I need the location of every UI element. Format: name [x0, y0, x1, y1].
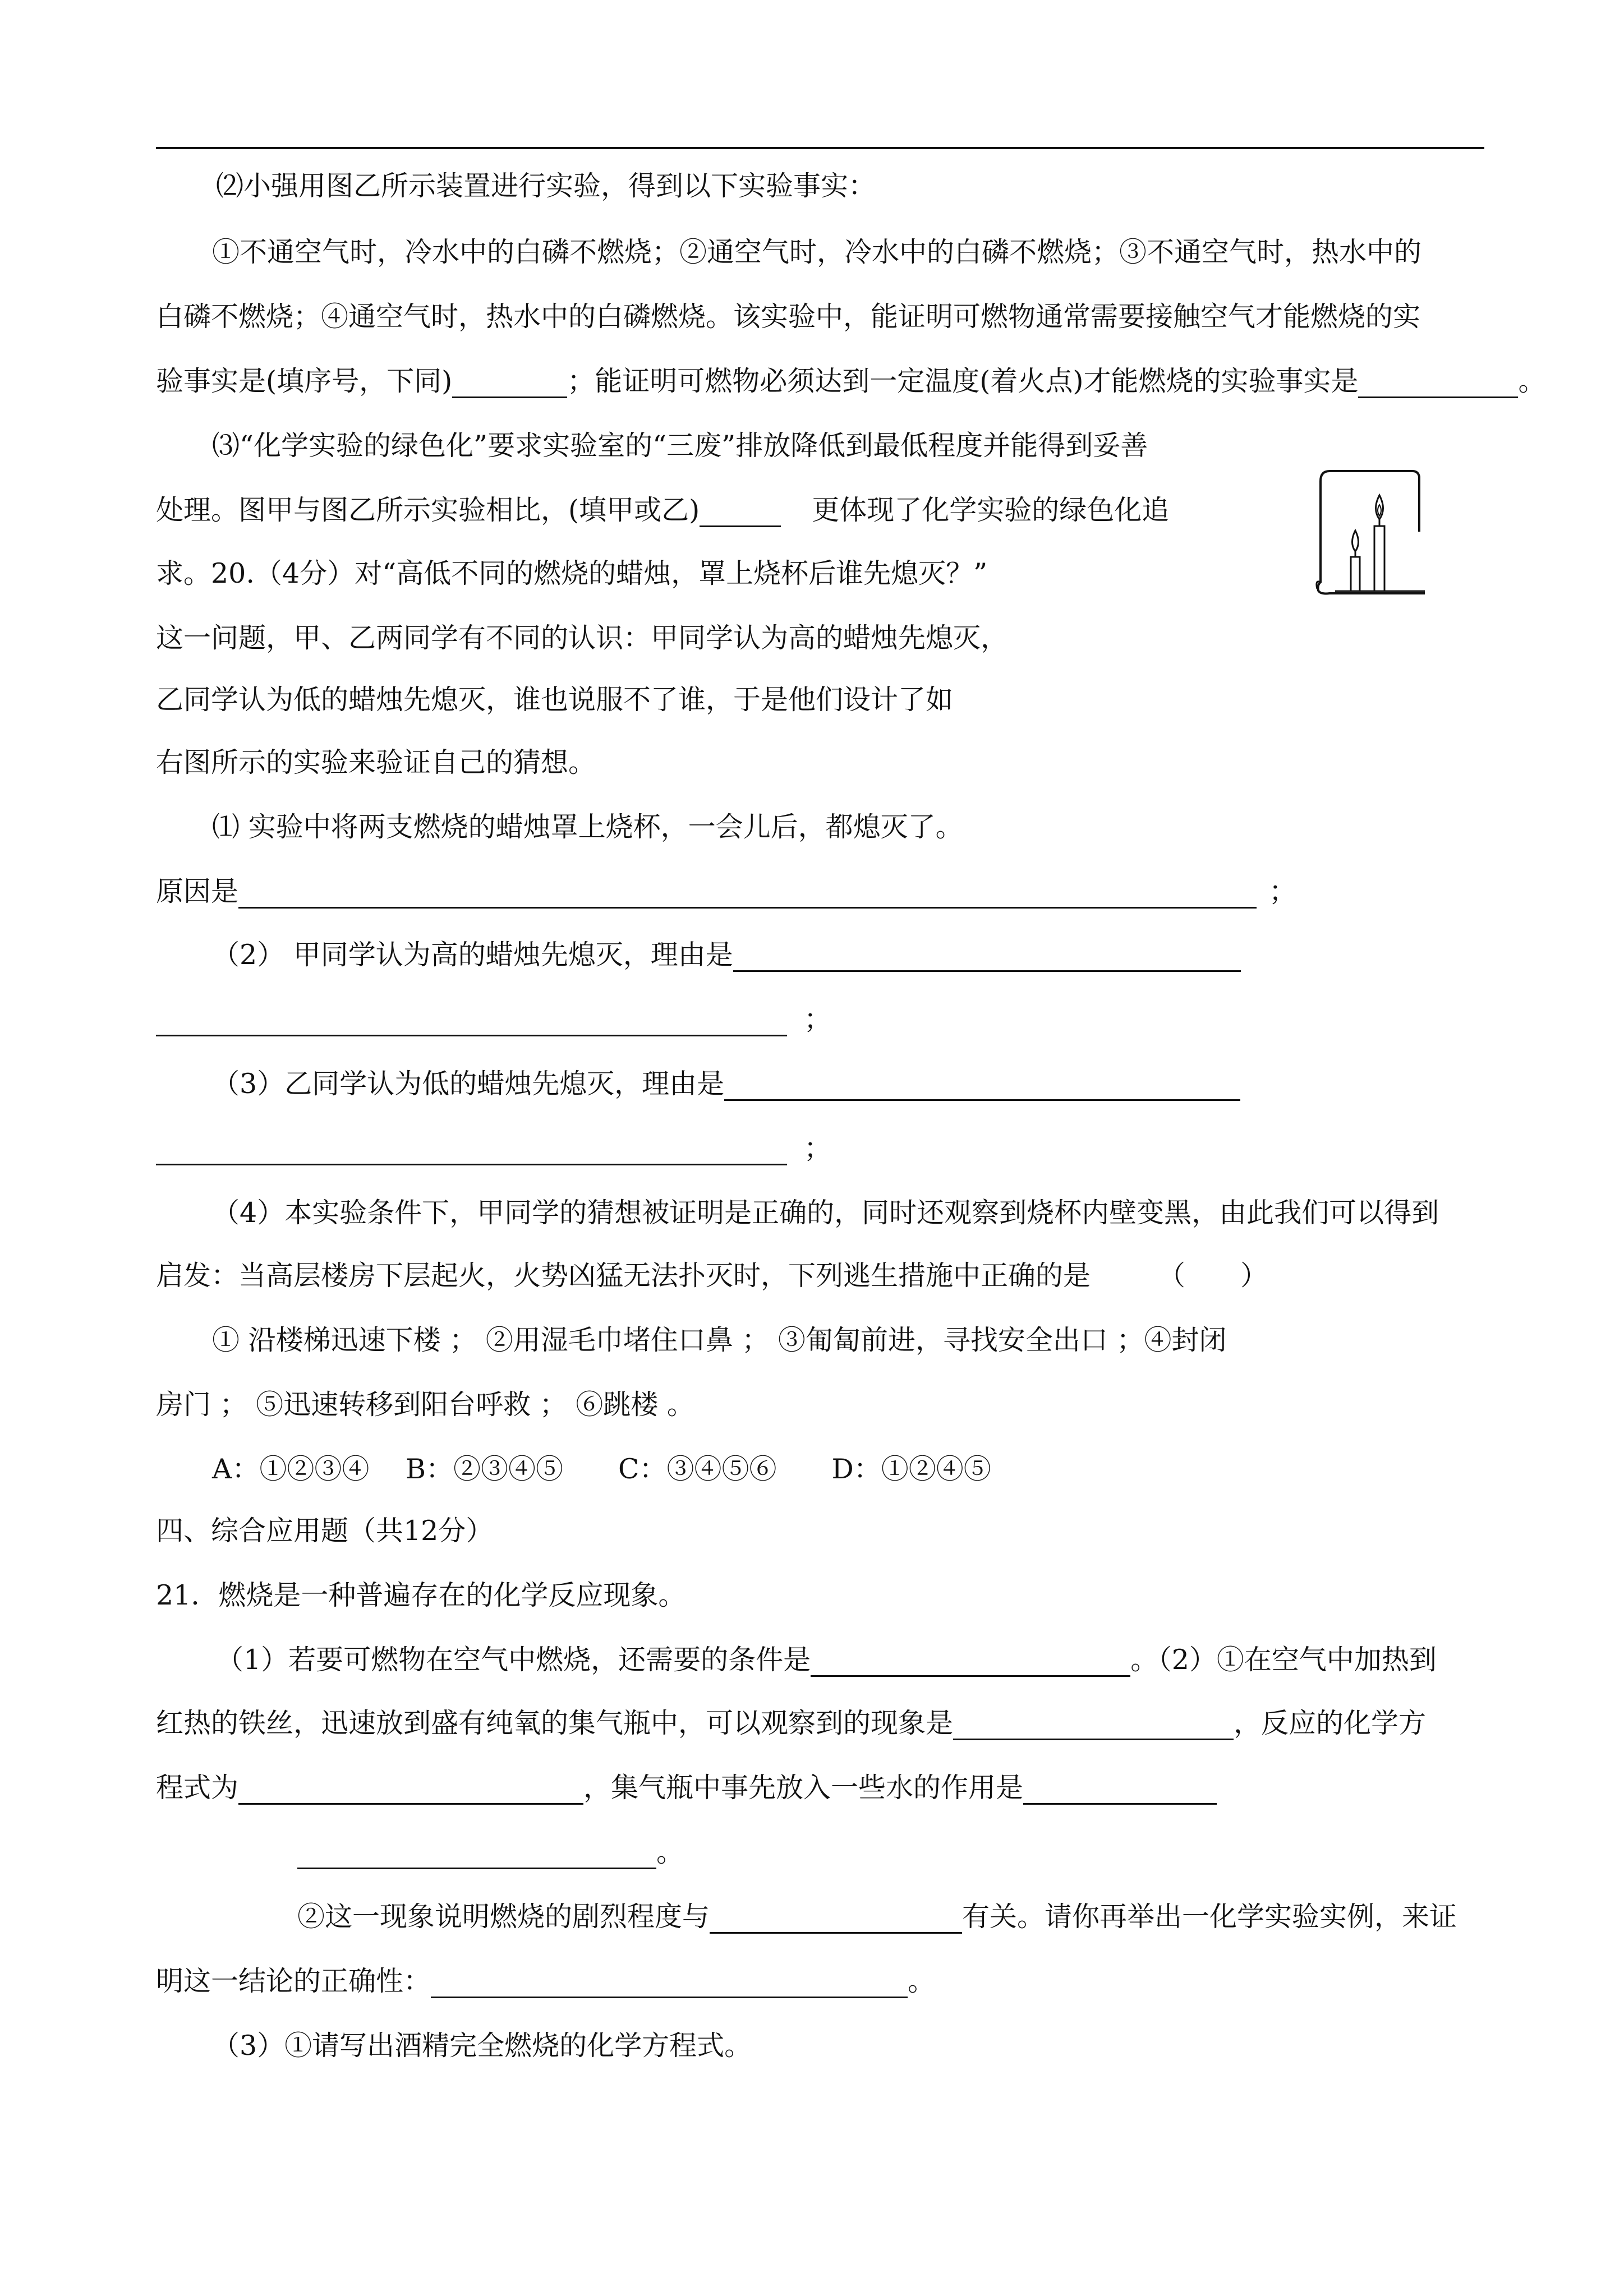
- q19-part3-line3: 求。20.（4分）对“高低不同的燃烧的蜡烛，罩上烧杯后谁先熄灭？”: [156, 557, 988, 589]
- q19-part3-line1: ⑶“化学实验的绿色化”要求实验室的“三废”排放降低到最低程度并能得到妥善: [212, 430, 1148, 462]
- q21-line6-text-b: 。: [908, 1965, 936, 1997]
- q19-part2-line3-text-a: 验事实是(填序号，下同): [156, 365, 453, 397]
- q20-sub4-line2-text: 启发：当高层楼房下层起火，火势凶猛无法扑灭时，下列逃生措施中正确的是: [156, 1260, 1091, 1292]
- q21-line3-text-b: ，集气瓶中事先放入一些水的作用是: [583, 1772, 1024, 1804]
- q19-part2-line3-text-c: 。: [1518, 365, 1546, 397]
- q20-sub3: [212, 1067, 1240, 1101]
- q19-part2-line3: [156, 365, 1545, 398]
- q20-sub3-text: （3）乙同学认为低的蜡烛先熄灭，理由是: [212, 1068, 725, 1100]
- q19-part3-line2-text-b: 更体现了化学实验的绿色化追: [812, 494, 1170, 526]
- answer-blank[interactable]: [1358, 368, 1518, 398]
- q20-sub4-line2: [156, 1259, 1268, 1293]
- q20-sub4-line1: （4）本实验条件下，甲同学的猜想被证明是正确的，同时还观察到烧杯内壁变黑，由此我们可以得到: [212, 1197, 1439, 1229]
- q21-line4-text: 。: [656, 1836, 684, 1868]
- q20-sub1-reason: [156, 875, 1296, 909]
- answer-blank[interactable]: [811, 1647, 1130, 1677]
- answer-blank[interactable]: [156, 1136, 787, 1165]
- q21-line6: [156, 1965, 935, 1998]
- q19-part3-line2-text-a: 处理。图甲与图乙所示实验相比，(填甲或乙): [156, 494, 700, 526]
- q21-line1-text-a: （1）若要可燃物在空气中燃烧，还需要的条件是: [216, 1644, 811, 1676]
- q21-line1: [216, 1643, 1437, 1677]
- answer-parentheses[interactable]: （ ）: [1158, 1260, 1268, 1292]
- answer-blank[interactable]: [1023, 1775, 1217, 1805]
- answer-blank[interactable]: [733, 942, 1241, 972]
- q20-line3: 右图所示的实验来验证自己的猜想。: [156, 746, 596, 778]
- q20-options: A：①②③④ B：②③④⑤ C：③④⑤⑥ D：①②④⑤: [212, 1453, 991, 1485]
- q21-line2-text-b: ，反应的化学方: [1234, 1707, 1427, 1739]
- q20-sub4-line3: ① 沿楼梯迅速下楼 ； ②用湿毛巾堵住口鼻 ； ③匍匐前进，寻找安全出口 ；④封闭: [212, 1324, 1227, 1356]
- beaker-candles-illustration: [1313, 464, 1433, 605]
- q21-line7: （3）①请写出酒精完全燃烧的化学方程式。: [212, 2030, 752, 2062]
- q19-part2-line3-text-b: ；能证明可燃物必须达到一定温度(着火点)才能燃烧的实验事实是: [567, 365, 1359, 397]
- answer-blank[interactable]: [452, 368, 567, 398]
- q21-line3: [156, 1771, 1217, 1805]
- q20-sub2-cont: [156, 1003, 831, 1036]
- q20-sub3-cont: [156, 1132, 831, 1165]
- q21-title: 21．燃烧是一种普遍存在的化学反应现象。: [156, 1579, 686, 1611]
- answer-blank[interactable]: [431, 1968, 908, 1998]
- header-rule: [156, 147, 1484, 149]
- q21-line5-text-a: ②这一现象说明燃烧的剧烈程度与: [297, 1901, 710, 1933]
- candle-beaker-figure: [1313, 464, 1433, 607]
- q20-line2: 乙同学认为低的蜡烛先熄灭，谁也说服不了谁，于是他们设计了如: [156, 684, 954, 716]
- answer-blank[interactable]: [724, 1071, 1240, 1101]
- q19-part2-line1: ①不通空气时，冷水中的白磷不燃烧；②通空气时，冷水中的白磷不燃烧；③不通空气时，热水中的: [212, 236, 1422, 268]
- q20-sub4-line4: 房门 ； ⑤迅速转移到阳台呼救 ； ⑥跳楼 。: [156, 1389, 694, 1421]
- q21-line6-text-a: 明这一结论的正确性：: [156, 1965, 431, 1997]
- answer-blank[interactable]: [710, 1904, 962, 1934]
- q20-sub2: [212, 938, 1241, 972]
- q20-sub1: ⑴ 实验中将两支燃烧的蜡烛罩上烧杯，一会儿后，都熄灭了。: [212, 811, 963, 843]
- q20-sub2-text: （2） 甲同学认为高的蜡烛先熄灭，理由是: [212, 939, 733, 971]
- answer-blank[interactable]: [700, 497, 781, 527]
- answer-blank[interactable]: [238, 1775, 583, 1805]
- q20-sub1-reason-label: 原因是: [156, 875, 239, 907]
- q21-line2-text-a: 红热的铁丝，迅速放到盛有纯氧的集气瓶中，可以观察到的现象是: [156, 1707, 954, 1739]
- q21-line4: [297, 1836, 684, 1869]
- answer-blank[interactable]: [238, 879, 1257, 909]
- answer-blank[interactable]: [297, 1839, 656, 1869]
- semicolon: ；: [804, 1132, 832, 1164]
- q20-line1: 这一问题，甲、乙两同学有不同的认识：甲同学认为高的蜡烛先熄灭，: [156, 622, 1009, 654]
- q21-line5-text-b: 有关。请你再举出一化学实验实例，来证: [962, 1901, 1457, 1933]
- q21-line3-text-a: 程式为: [156, 1772, 239, 1804]
- q19-part3-line2: [156, 494, 1169, 527]
- q21-line2: [156, 1707, 1426, 1740]
- q19-part2-intro: ⑵小强用图乙所示装置进行实验，得到以下实验事实：: [216, 170, 876, 202]
- section4-heading: 四、综合应用题（共12分）: [156, 1515, 494, 1547]
- q21-line1-text-b: 。（2）①在空气中加热到: [1130, 1644, 1437, 1676]
- semicolon: ；: [804, 1003, 832, 1035]
- q19-part2-line2: 白磷不燃烧；④通空气时，热水中的白磷燃烧。该实验中，能证明可燃物通常需要接触空气才能燃烧的实: [156, 301, 1421, 333]
- q21-line5: [297, 1900, 1457, 1934]
- semicolon: ；: [1269, 875, 1297, 907]
- answer-blank[interactable]: [156, 1007, 787, 1036]
- answer-blank[interactable]: [953, 1711, 1234, 1740]
